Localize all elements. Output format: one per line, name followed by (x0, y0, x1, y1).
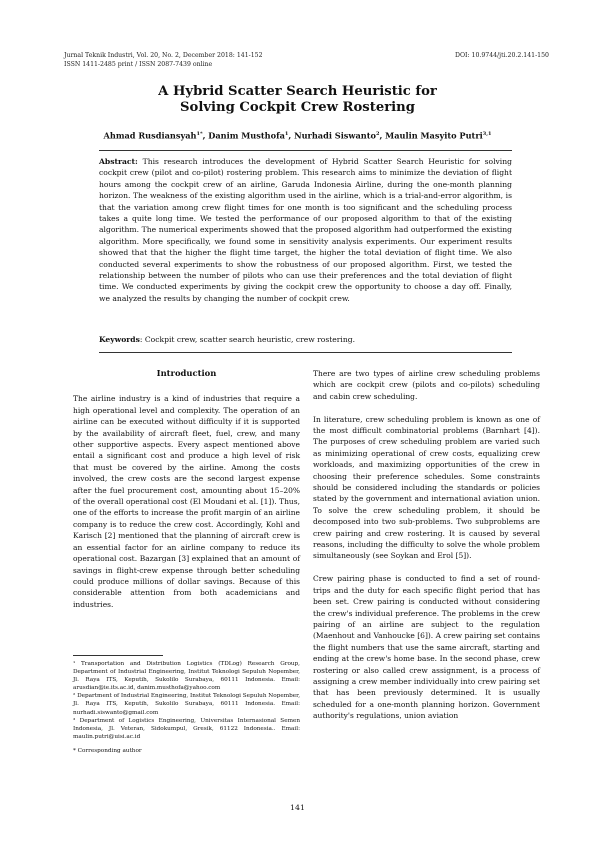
left-column (73, 368, 300, 622)
author-2: , Danim Musthofa (202, 130, 285, 141)
keywords (99, 334, 512, 345)
author-4: , Maulin Masyito Putri (379, 130, 483, 141)
right-column (313, 368, 540, 733)
section-heading-introduction: Introduction (156, 368, 217, 378)
intro-paragraph-3: In literature, crew scheduling problem is known as one of the most difficult combinatorial problems (Barnhart [4]). The purposes of crew scheduling problem are varied such as minimizing operational of crew costs, equalizing crew workloads, and maximizing opportunities of the crew in choosing their preference schedules. Some constraints should be considered including the standards or policies stated by the government and international aviation union. To solve the crew scheduling problem, it should be decomposed into two sub-problems. Two subproblems are crew pairing and crew rostering. It is caused by several reasons, including the difficulty to solve the whole problem simultaneously (see Soykan and Erol [5]). (313, 414, 540, 561)
footnote-corresponding-author: * Corresponding author (73, 747, 142, 754)
title-line-2: Solving Cockpit Crew Rostering (180, 100, 415, 115)
footnote-affiliation-3: ³ Department of Logistics Engineering, Universitas Internasional Semen Indonesia, Jl. Veteran, Sidokumpul, Gresik, 61122 Indonesia.. Email: maulin.putri@uisi.ac.id (73, 717, 300, 740)
author-4-affil: 3,1 (482, 131, 492, 137)
journal-issn: ISSN 1411-2485 print / ISSN 2087-7439 online (64, 60, 213, 68)
page-number: 141 (290, 803, 305, 812)
intro-paragraph-1: The airline industry is a kind of industries that require a high operational level and complexity. The operation of an airline can be executed without difficulty if it is supported by the availability of aircraft fleet, fuel, crew, and many other supportive aspects. Every aspect mentioned above entail a significant cost and produce a high level of risk that must be covered by the airline. Among the costs involved, the crew costs are the second largest expense after the fuel procurement cost, amounting about 15–20% of the overall operational cost (El Moudani et al. [1]). Thus, one of the efforts to increase the profit margin of an airline company is to reduce the crew cost. Accordingly, Kohl and Karisch [2] mentioned that the planning of aircraft crew is an essential factor for an airline company to reduce its operational cost. Bazargan [3] explained that an amount of savings in flight-crew expense through better scheduling could produce millions of dollar savings. Because of this considerable attention from both academicians and industries. (73, 394, 300, 609)
abstract-text: This research introduces the development of Hybrid Scatter Search Heuristic for solving cockpit crew (pilot and co-pilot) rostering problem. This research aims to minimize the deviation of flight hours among the cockpit crew of an airline, Garuda Indonesia Airline, during the one-month planning horizon. The weakness of the existing algorithm used in the airline, which is a trial-and-error algorithm, is that the variation among crew flight times for one month is too significant and the scheduling process takes a quite long time. We tested the performance of our proposed algorithm to that of the existing algorithm. The numerical experiments showed that the proposed algorithm had outperformed the existing algorithm. More specifically, we found some in sensitivity analysis experiments. Our experiment results showed that that the higher the flight time target, the higher the total deviation of flight time. We also conducted several experiments to show the robustness of our proposed algorithm. First, we tested the relationship between the number of pilots who can use their preferences and the total deviation of flight time. We conducted experiments by giving the cockpit crew the opportunity to choose a day off. Finally, we analyzed the results by changing the number of cockpit crew. (99, 157, 512, 303)
keywords-bottom-rule (99, 352, 512, 353)
author-1: Ahmad Rusdiansyah (103, 130, 197, 141)
author-list (0, 129, 595, 141)
author-2-affil: 1 (284, 131, 289, 137)
author-3: , Nurhadi Siswanto (288, 130, 376, 141)
abstract (99, 156, 512, 304)
title-line-1: A Hybrid Scatter Search Heuristic for (158, 84, 437, 99)
author-1-affil: 1* (196, 131, 203, 137)
abstract-top-rule (99, 150, 512, 151)
footnote-affiliation-1: ¹ Transportation and Distribution Logistics (TDLog) Research Group, Department of Industrial Engineering, Institut Teknologi Sepuluh Nopember, Jl. Raya ITS, Keputih, Sukolilo Surabaya, 60111 Indonesia. Email: arusdian@ie.its.ac.id, danim.musthofa@yahoo.com (73, 661, 300, 692)
journal-citation: Jurnal Teknik Industri, Vol. 20, No. 2, December 2018: 141-152 (64, 52, 263, 59)
intro-paragraph-2: There are two types of airline crew scheduling problems which are cockpit crew (pilots and co-pilots) scheduling and cabin crew scheduling. (313, 369, 540, 401)
footnote-rule (73, 655, 163, 656)
keywords-text: : Cockpit crew, scatter search heuristic, crew rostering. (139, 335, 356, 344)
keywords-label: Keywords (99, 335, 140, 344)
doi-header: DOI: 10.9744/jti.20.2.141-150 (454, 52, 549, 59)
paper-title (0, 84, 595, 116)
footnote-affiliation-2: ² Department of Industrial Engineering, Institut Teknologi Sepuluh Nopember, Jl. Raya ITS, Keputih, Sukolilo Surabaya, 60111 Indonesia. Email: nurhadi.siswanto@gmail.com (73, 693, 300, 716)
abstract-label: Abstract: (99, 157, 138, 166)
author-3-affil: 2 (375, 131, 380, 137)
intro-paragraph-4: Crew pairing phase is conducted to find a set of round-trips and the duty for each specific flight period that has been set. Crew pairing is conducted without considering the crew's individual preference. The problems in the crew pairing of an airline are subject to the regulation (Maenhout and Vanhoucke [6]). A crew pairing set contains the flight numbers that use the same aircraft, starting and ending at the crew's home base. In the second phase, crew rostering or also called crew assignment, is a process of assigning a crew member individually into crew pairing set that has been previously determined. It is usually scheduled for a one-month planning horizon. Government authority's regulations, union aviation (313, 574, 540, 721)
footnotes (73, 660, 300, 755)
journal-header (64, 52, 263, 69)
